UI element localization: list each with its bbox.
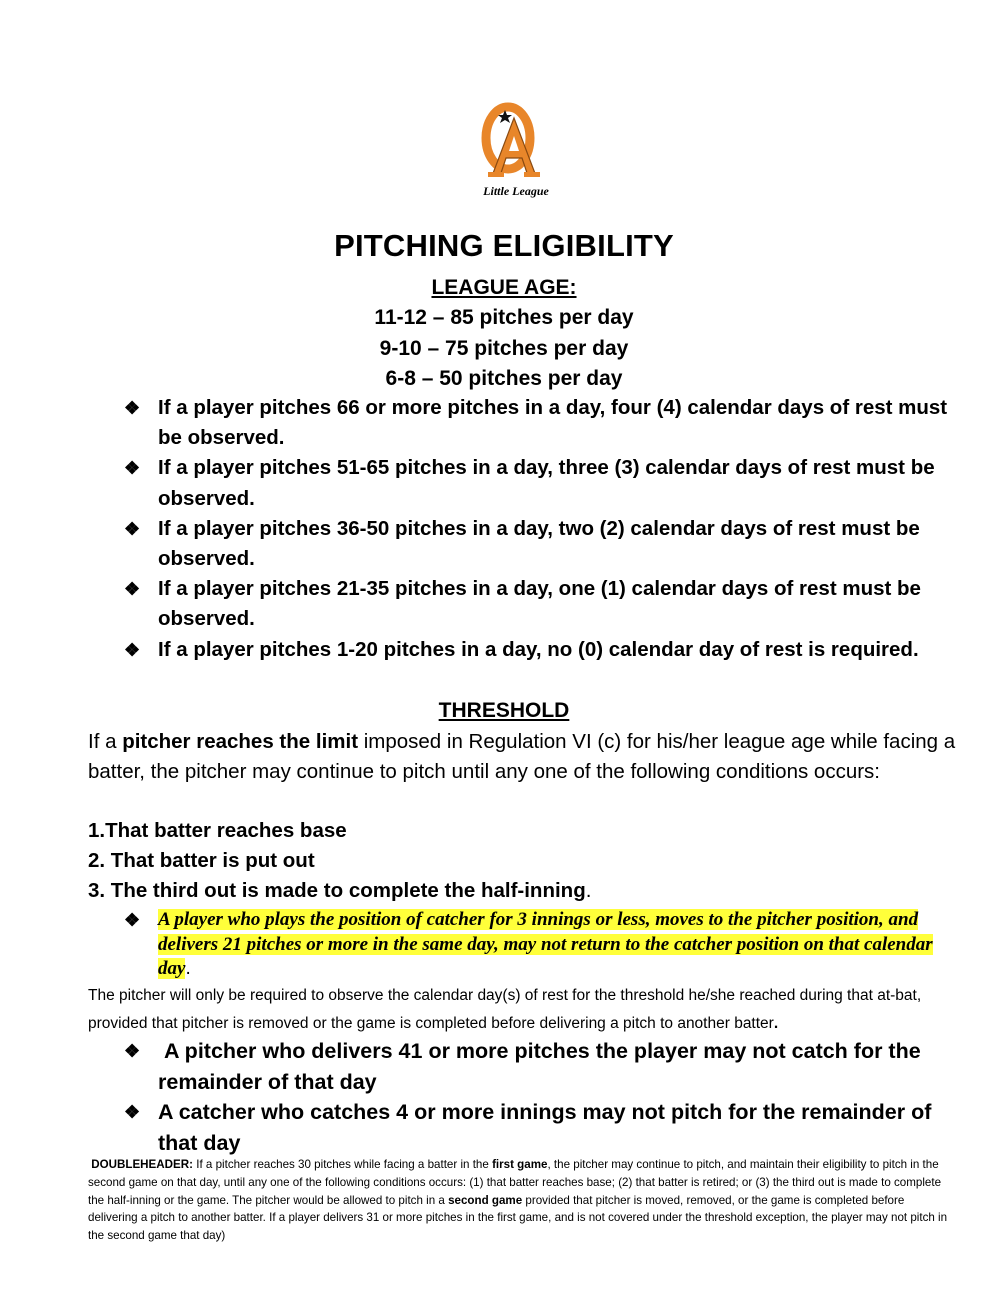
rest-rule-text: If a player pitches 66 or more pitches in a day, four (4) calendar days of rest must be observed. (158, 396, 948, 450)
condition-2: 2. That batter is put out (88, 849, 315, 872)
rest-rules-list (120, 393, 960, 665)
league-logo (468, 96, 564, 204)
doubleheader-text-1: If a pitcher reaches 30 pitches while facing a batter in the (193, 1158, 493, 1171)
diamond-bullet-icon: ❖ (124, 458, 141, 479)
rest-rule-item (120, 453, 960, 513)
rest-rule-item (120, 393, 960, 453)
extra-rule-item (120, 1036, 960, 1097)
logo-a-serif-right (524, 172, 540, 177)
catcher-rule-item (120, 908, 960, 982)
diamond-bullet-icon: ❖ (124, 518, 141, 539)
age-limit-6-8: 6-8 – 50 pitches per day (385, 367, 623, 390)
diamond-bullet-icon: ❖ (124, 910, 141, 930)
doubleheader-text-3: provided that pitcher is moved, removed, or the game is completed before delivering a pitch to another batter. If a player delivers 31 or more pitches in the first game, and is not covered under the threshold exception, the player may not pitch in the second game that day) (88, 1193, 948, 1243)
threshold-note-text: The pitcher will only be required to observe the calendar day(s) of rest for the threshold he/she reached during that at-bat, provided that pitcher is removed or the game is completed before delivering a pitch to another batter (88, 987, 922, 1032)
rest-rule-text: If a player pitches 51-65 pitches in a day, three (3) calendar days of rest must be observed. (158, 456, 935, 510)
doubleheader-label: DOUBLEHEADER: (91, 1158, 194, 1171)
diamond-bullet-icon: ❖ (124, 639, 141, 660)
rest-rule-item (120, 635, 960, 665)
age-limit-9-10: 9-10 – 75 pitches per day (379, 337, 629, 360)
rest-rule-item (120, 574, 960, 634)
condition-3-text: 3. The third out is made to complete the half-inning (88, 879, 586, 902)
extra-rule-text: A catcher who catches 4 or more innings may not pitch for the remainder of that day (158, 1100, 932, 1155)
extra-rule-item (120, 1097, 960, 1158)
diamond-bullet-icon: ❖ (124, 398, 141, 418)
extra-rules-list (120, 1036, 960, 1158)
doubleheader-paragraph (88, 1156, 948, 1245)
diamond-bullet-icon: ❖ (124, 1102, 141, 1122)
rest-rule-text: If a player pitches 21-35 pitches in a day, one (1) calendar days of rest must be observed. (158, 577, 921, 631)
threshold-note (88, 982, 968, 1038)
condition-1: 1.That batter reaches base (88, 819, 347, 842)
threshold-intro-bold: pitcher reaches the limit (122, 730, 359, 753)
diamond-bullet-icon: ❖ (124, 1041, 141, 1061)
diamond-bullet-icon: ❖ (124, 579, 141, 600)
logo-caption: Little League (483, 184, 549, 198)
threshold-note-end: . (773, 1015, 779, 1032)
condition-3 (88, 879, 591, 903)
rest-rule-item (120, 514, 960, 574)
doubleheader-second-game: second game (448, 1193, 523, 1207)
logo-a-serif-left (488, 172, 504, 177)
condition-3-end: . (585, 879, 592, 902)
league-age-heading: LEAGUE AGE: (431, 276, 577, 299)
catcher-rule (158, 908, 960, 982)
extra-rule-text: A pitcher who delivers 41 or more pitches the player may not catch for the remainder of that day (158, 1039, 927, 1094)
threshold-intro-pre: If a (88, 730, 123, 753)
rest-rule-text: If a player pitches 36-50 pitches in a day, two (2) calendar days of rest must be observed. (158, 516, 920, 571)
age-limit-11-12: 11-12 – 85 pitches per day (374, 306, 634, 329)
page-title: PITCHING ELIGIBILITY (334, 228, 674, 263)
threshold-intro-post: imposed in Regulation VI (c) for his/her league age while facing a batter, the pitcher may continue to pitch until any one of the following conditions occurs: (88, 730, 956, 783)
doubleheader-text-2: , the pitcher may continue to pitch, and maintain their eligibility to pitch in the second game on that day, until any one of the following conditions occurs: (1) that batter reaches base; (2) that batter is retired; or (3) the third out is made to complete the half-inning or the game. The pitcher would be allowed to pitch in a (88, 1158, 942, 1207)
doubleheader-first-game: first game (492, 1158, 548, 1171)
threshold-intro (88, 727, 958, 787)
threshold-heading: THRESHOLD (438, 699, 570, 722)
catcher-rule-highlight: A player who plays the position of catcher for 3 innings or less, moves to the pitcher position, and delivers 21 pitches or more in the same day, may not return to the catcher position on that calendar day (158, 909, 933, 979)
catcher-rule-end: . (185, 958, 191, 979)
rest-rule-text: If a player pitches 1-20 pitches in a day, no (0) calendar day of rest is required. (158, 637, 919, 661)
